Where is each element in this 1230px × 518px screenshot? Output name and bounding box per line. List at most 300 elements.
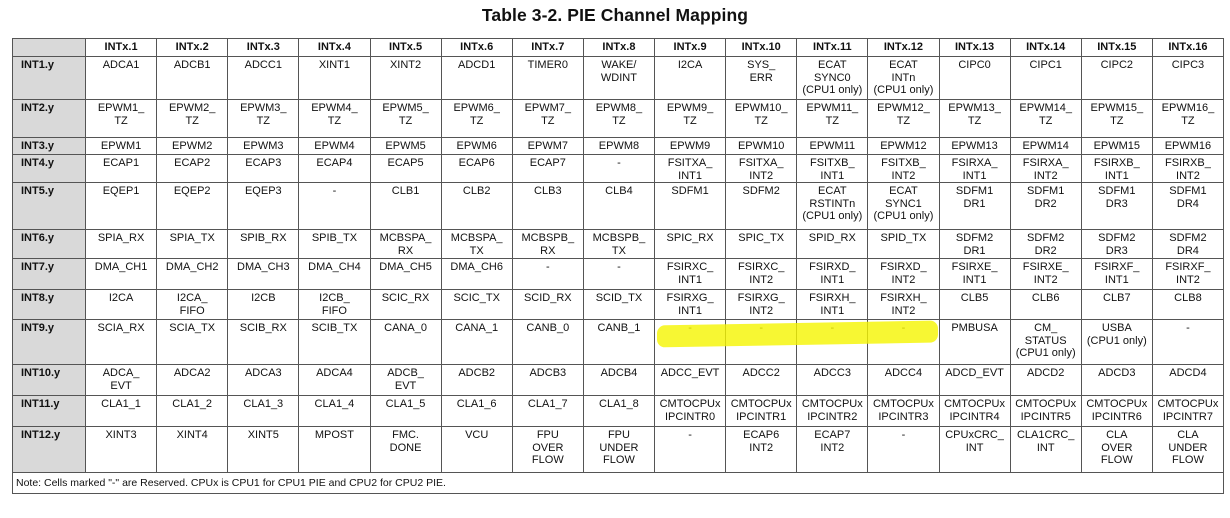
table-cell xyxy=(797,427,868,473)
cell-text-line: MCBSPB_ xyxy=(592,232,646,244)
cell-text-line: USBA xyxy=(1101,322,1132,334)
table-cell xyxy=(157,138,228,155)
table-cell xyxy=(583,138,654,155)
table-cell xyxy=(157,427,228,473)
cell-text-line: IPCINTR2 xyxy=(807,410,858,423)
table-cell xyxy=(1081,427,1152,473)
cell-text-line: MPOST xyxy=(314,429,354,441)
cell-text-line: EPWM9 xyxy=(669,140,711,152)
cell-text-line: RX xyxy=(540,244,556,257)
table-cell xyxy=(726,290,797,320)
cell-text-line: WDINT xyxy=(600,71,637,84)
cell-text-line: DR3 xyxy=(1105,244,1128,257)
cell-text-line: SYNC1 xyxy=(885,197,922,210)
table-cell xyxy=(441,396,512,427)
cell-text-line: IPCINTR6 xyxy=(1091,410,1142,423)
table-note: Note: Cells marked "-" are Reserved. CPUx is CPU1 for CPU1 PIE and CPU2 for CPU2 PIE. xyxy=(13,473,1224,494)
cell-text-line: EPWM12 xyxy=(880,140,927,152)
cell-text-line: TZ xyxy=(256,114,271,127)
table-cell xyxy=(1081,290,1152,320)
cell-text-line: ECAT xyxy=(889,59,918,71)
table-cell xyxy=(157,100,228,138)
cell-text-line: DR1 xyxy=(963,197,986,210)
cell-text-line: TZ xyxy=(612,114,626,127)
row-header: INT11.y xyxy=(13,396,86,427)
cell-text-line: SPID_RX xyxy=(808,232,856,244)
cell-text-line: CIPC1 xyxy=(1029,59,1062,71)
table-cell xyxy=(512,290,583,320)
cell-text-line: INT2 xyxy=(891,169,916,182)
cell-text-line: IPCINTR3 xyxy=(878,410,929,423)
cell-text-line: EPWM11_ xyxy=(806,102,859,114)
table-cell xyxy=(228,290,299,320)
cell-text-line: ADCD2 xyxy=(1027,367,1065,379)
cell-text-line: ECAP7 xyxy=(529,157,566,169)
column-header: INTx.11 xyxy=(797,39,868,57)
cell-text-line: ADCC4 xyxy=(884,367,923,379)
cell-text-line: INT2 xyxy=(1033,169,1058,182)
table-cell xyxy=(1010,155,1081,183)
row-header: INT2.y xyxy=(13,100,86,138)
cell-text-line: EPWM9_ xyxy=(666,102,714,114)
table-cell xyxy=(157,320,228,365)
cell-text-line: PMBUSA xyxy=(951,322,998,334)
cell-text-line: EPWM13 xyxy=(951,140,998,152)
cell-text-line: SDFM1 xyxy=(671,185,709,197)
table-cell xyxy=(655,155,726,183)
table-cell xyxy=(370,138,441,155)
table-row xyxy=(13,183,1224,230)
table-cell xyxy=(1152,320,1223,365)
table-cell xyxy=(655,396,726,427)
cell-text-line: I2CB_ xyxy=(319,292,350,304)
table-cell xyxy=(939,100,1010,138)
cell-text-line: INT1 xyxy=(820,304,845,317)
cell-text-line: CLB1 xyxy=(391,185,420,197)
table-cell xyxy=(1152,259,1223,290)
cell-text-line: I2CA xyxy=(108,292,134,304)
table-cell xyxy=(939,290,1010,320)
table-cell xyxy=(157,57,228,100)
cell-text-line: EPWM6_ xyxy=(453,102,500,114)
table-cell xyxy=(583,57,654,100)
table-row xyxy=(13,100,1224,138)
cell-text-line: INT1 xyxy=(820,169,845,182)
cell-text-line: CLA1_6 xyxy=(456,398,497,410)
cell-text-line: FLOW xyxy=(1100,454,1133,466)
row-header: INT9.y xyxy=(13,320,86,365)
cell-text-line: SYS_ xyxy=(747,59,776,71)
cell-text-line: ADCB1 xyxy=(173,59,211,71)
cell-text-line: CMTOCPUx xyxy=(659,398,721,410)
cell-text-line: TZ xyxy=(185,114,199,127)
cell-text-line: DR4 xyxy=(1176,197,1199,210)
table-cell xyxy=(441,365,512,396)
cell-text-line: (CPU1 only) xyxy=(873,210,934,222)
table-cell xyxy=(86,183,157,230)
table-cell xyxy=(797,230,868,259)
cell-text-line: INT2 xyxy=(1176,169,1200,182)
cell-text-line: UNDER xyxy=(1168,441,1208,454)
table-cell xyxy=(441,290,512,320)
cell-text-line: FSIRXA_ xyxy=(951,157,998,169)
cell-text-line: (CPU1 only) xyxy=(1015,347,1076,359)
cell-text-line: XINT1 xyxy=(318,59,351,71)
table-cell xyxy=(299,259,370,290)
cell-text-line: IPCINTR1 xyxy=(736,410,787,423)
table-cell xyxy=(86,365,157,396)
cell-text-line: SCIB_TX xyxy=(311,322,358,334)
cell-text-line: IPCINTR5 xyxy=(1020,410,1071,423)
cell-text-line: CLB5 xyxy=(960,292,989,304)
cell-text-line: INT2 xyxy=(891,273,916,286)
cell-text-line: ECAP5 xyxy=(387,157,424,169)
cell-text-line: SPIB_TX xyxy=(311,232,358,244)
cell-text-line: OVER xyxy=(532,441,564,454)
cell-text-line: FSIRXB_ xyxy=(1093,157,1140,169)
table-cell xyxy=(1010,138,1081,155)
cell-text-line: CANA_0 xyxy=(384,322,427,334)
table-cell xyxy=(655,365,726,396)
table-cell xyxy=(583,100,654,138)
cell-text-line: CIPC2 xyxy=(1100,59,1134,71)
cell-text-line: ECAT xyxy=(889,185,918,197)
table-cell xyxy=(157,183,228,230)
table-cell xyxy=(655,290,726,320)
table-cell xyxy=(726,100,797,138)
cell-text-line: ADCA3 xyxy=(244,367,282,379)
table-cell xyxy=(228,259,299,290)
cell-text-line: MCBSPB_ xyxy=(521,232,575,244)
cell-text-line: DR1 xyxy=(963,244,986,257)
table-cell xyxy=(1081,230,1152,259)
table-cell xyxy=(1152,396,1223,427)
cell-text-line: TZ xyxy=(825,114,840,127)
cell-text-line: EPWM5_ xyxy=(382,102,429,114)
table-cell xyxy=(868,57,939,100)
cell-text-line: INT2 xyxy=(749,441,774,454)
cell-text-line: (CPU1 only) xyxy=(1086,334,1147,347)
cell-text-line: I2CA xyxy=(677,59,703,71)
table-cell xyxy=(1152,57,1223,100)
table-cell xyxy=(868,365,939,396)
cell-text-line: CLB8 xyxy=(1174,292,1202,304)
row-header: INT1.y xyxy=(13,57,86,100)
cell-text-line: INT1 xyxy=(678,273,702,286)
cell-text-line: CLA1_4 xyxy=(314,398,355,410)
cell-text-line: ADCD3 xyxy=(1098,367,1136,379)
cell-text-line: ADCD1 xyxy=(458,59,496,71)
pie-channel-table-container xyxy=(12,38,1224,494)
table-cell xyxy=(868,427,939,473)
cell-text-line: SDFM2 xyxy=(1169,232,1207,244)
table-cell xyxy=(797,396,868,427)
table-cell xyxy=(1152,365,1223,396)
cell-text-line: SPIA_TX xyxy=(169,232,215,244)
cell-text-line: DMA_CH3 xyxy=(237,261,290,273)
cell-text-line: SDFM2 xyxy=(742,185,780,197)
column-header: INTx.14 xyxy=(1010,39,1081,57)
cell-text-line: CLA1_2 xyxy=(172,398,213,410)
cell-text-line: ADCB3 xyxy=(529,367,567,379)
cell-text-line: TZ xyxy=(896,114,911,127)
cell-text-line: ADCC2 xyxy=(742,367,780,379)
table-cell xyxy=(726,259,797,290)
table-cell xyxy=(441,259,512,290)
table-cell xyxy=(726,155,797,183)
table-cell xyxy=(1152,100,1223,138)
cell-text-line: OVER xyxy=(1101,441,1133,454)
table-cell xyxy=(939,155,1010,183)
table-cell xyxy=(299,427,370,473)
cell-text-line: EPWM3 xyxy=(243,140,284,152)
table-cell xyxy=(655,230,726,259)
table-cell xyxy=(726,427,797,473)
cell-text-line: CMTOCPUx xyxy=(1157,398,1219,410)
table-cell xyxy=(797,259,868,290)
cell-text-line: CM_ xyxy=(1034,322,1058,334)
table-cell xyxy=(86,290,157,320)
table-cell xyxy=(228,320,299,365)
cell-text-line: (CPU1 only) xyxy=(802,210,863,222)
table-cell xyxy=(370,320,441,365)
table-cell xyxy=(583,155,654,183)
cell-text-line: TZ xyxy=(1181,114,1195,127)
table-cell xyxy=(797,290,868,320)
table-cell xyxy=(797,100,868,138)
table-cell xyxy=(1081,138,1152,155)
table-row xyxy=(13,427,1224,473)
table-cell xyxy=(797,57,868,100)
cell-text-line: EPWM15 xyxy=(1093,140,1141,152)
table-cell xyxy=(370,183,441,230)
cell-text-line: ADCA_ xyxy=(102,367,140,379)
table-row xyxy=(13,365,1224,396)
table-cell xyxy=(868,259,939,290)
cell-text-line: FSIRXD_ xyxy=(880,261,927,273)
cell-text-line: - xyxy=(688,429,692,441)
table-row xyxy=(13,396,1224,427)
table-cell xyxy=(441,230,512,259)
note-row xyxy=(13,473,1224,494)
cell-text-line: MCBSPA_ xyxy=(450,232,503,244)
cell-text-line: EPWM14 xyxy=(1022,140,1069,152)
column-header: INTx.13 xyxy=(939,39,1010,57)
cell-text-line: INTn xyxy=(891,71,916,84)
column-header: INTx.16 xyxy=(1152,39,1223,57)
cell-text-line: INT1 xyxy=(1104,169,1129,182)
cell-text-line: EPWM16 xyxy=(1164,140,1212,152)
cell-text-line: ECAT xyxy=(818,185,847,197)
table-cell xyxy=(726,57,797,100)
cell-text-line: DMA_CH2 xyxy=(165,261,219,273)
cell-text-line: CLA1_1 xyxy=(101,398,141,410)
table-cell xyxy=(1010,396,1081,427)
cell-text-line: CMTOCPUx xyxy=(944,398,1006,410)
table-cell xyxy=(228,138,299,155)
cell-text-line: STATUS xyxy=(1024,334,1067,347)
cell-text-line: EPWM10 xyxy=(737,140,785,152)
table-cell xyxy=(299,230,370,259)
cell-text-line: FSIRXC_ xyxy=(666,261,714,273)
table-cell xyxy=(370,57,441,100)
table-cell xyxy=(299,183,370,230)
table-cell xyxy=(441,57,512,100)
table-cell xyxy=(655,427,726,473)
cell-text-line: CLA1_7 xyxy=(527,398,568,410)
cell-text-line: SPIA_RX xyxy=(97,232,145,244)
table-cell xyxy=(512,138,583,155)
cell-text-line: ECAP6 xyxy=(458,157,495,169)
cell-text-line: ECAP7 xyxy=(814,429,851,441)
table-cell xyxy=(370,230,441,259)
cell-text-line: EPWM16_ xyxy=(1161,102,1215,114)
cell-text-line: FLOW xyxy=(531,454,564,466)
table-cell xyxy=(939,138,1010,155)
cell-text-line: EPWM4 xyxy=(314,140,355,152)
cell-text-line: INT1 xyxy=(962,273,987,286)
table-cell xyxy=(1010,259,1081,290)
cell-text-line: FSITXB_ xyxy=(810,157,855,169)
cell-text-line: SPIC_TX xyxy=(738,232,785,244)
cell-text-line: DR2 xyxy=(1034,244,1057,257)
row-header: INT10.y xyxy=(13,365,86,396)
cell-text-line: XINT5 xyxy=(247,429,279,441)
cell-text-line: DMA_CH6 xyxy=(450,261,503,273)
cell-text-line: EPWM10_ xyxy=(734,102,788,114)
table-cell xyxy=(512,100,583,138)
table-cell xyxy=(868,100,939,138)
cell-text-line: ADCB2 xyxy=(458,367,496,379)
cell-text-line: CLA xyxy=(1177,429,1199,441)
cell-text-line: SCID_RX xyxy=(523,292,572,304)
cell-text-line: EPWM8 xyxy=(598,140,640,152)
cell-text-line: FPU xyxy=(607,429,630,441)
table-row xyxy=(13,259,1224,290)
cell-text-line: EPWM14_ xyxy=(1019,102,1072,114)
table-cell xyxy=(157,155,228,183)
cell-text-line: (CPU1 only) xyxy=(873,84,934,96)
cell-text-line: DMA_CH5 xyxy=(379,261,432,273)
cell-text-line: EPWM3_ xyxy=(240,102,287,114)
table-cell xyxy=(1010,100,1081,138)
table-title: Table 3-2. PIE Channel Mapping xyxy=(481,5,749,25)
table-cell xyxy=(512,320,583,365)
table-cell xyxy=(370,259,441,290)
table-cell xyxy=(86,57,157,100)
table-cell xyxy=(370,427,441,473)
cell-text-line: CLB7 xyxy=(1103,292,1131,304)
cell-text-line: SCIC_RX xyxy=(381,292,430,304)
table-cell xyxy=(512,230,583,259)
cell-text-line: CMTOCPUx xyxy=(1015,398,1077,410)
row-header: INT12.y xyxy=(13,427,86,473)
column-header: INTx.10 xyxy=(726,39,797,57)
table-cell xyxy=(939,365,1010,396)
cell-text-line: INT2 xyxy=(1033,273,1058,286)
cell-text-line: FIFO xyxy=(179,304,205,317)
column-header: INTx.15 xyxy=(1081,39,1152,57)
table-cell xyxy=(86,396,157,427)
cell-text-line: SDFM1 xyxy=(1027,185,1065,197)
table-cell xyxy=(512,57,583,100)
cell-text-line: IPCINTR7 xyxy=(1162,410,1213,423)
cell-text-line: TIMER0 xyxy=(527,59,568,71)
cell-text-line: INT1 xyxy=(678,169,702,182)
cell-text-line: CLB6 xyxy=(1031,292,1060,304)
cell-text-line: DONE xyxy=(389,441,422,454)
table-cell xyxy=(939,396,1010,427)
row-header: INT8.y xyxy=(13,290,86,320)
cell-text-line: EQEP2 xyxy=(173,185,211,197)
table-cell xyxy=(655,259,726,290)
table-cell xyxy=(228,183,299,230)
cell-text-line: ECAP1 xyxy=(103,157,140,169)
table-cell xyxy=(583,230,654,259)
yellow-highlight-mark xyxy=(657,320,938,347)
table-cell xyxy=(299,320,370,365)
cell-text-line: EPWM5 xyxy=(385,140,426,152)
table-cell xyxy=(157,259,228,290)
cell-text-line: DMA_CH1 xyxy=(94,261,148,273)
cell-text-line: ECAP4 xyxy=(316,157,353,169)
table-cell xyxy=(1010,57,1081,100)
table-cell xyxy=(512,155,583,183)
table-cell xyxy=(726,230,797,259)
cell-text-line: INT2 xyxy=(749,169,774,182)
cell-text-line: EQEP3 xyxy=(244,185,282,197)
cell-text-line: ADCD4 xyxy=(1169,367,1207,379)
cell-text-line: FSIRXF_ xyxy=(1094,261,1140,273)
table-cell xyxy=(868,183,939,230)
table-cell xyxy=(512,259,583,290)
cell-text-line: FSIRXD_ xyxy=(809,261,856,273)
table-cell xyxy=(726,138,797,155)
table-cell xyxy=(726,365,797,396)
cell-text-line: DR4 xyxy=(1176,244,1199,257)
row-header: INT3.y xyxy=(13,138,86,155)
cell-text-line: SYNC0 xyxy=(813,71,851,84)
cell-text-line: EPWM2_ xyxy=(168,102,216,114)
table-cell xyxy=(1152,138,1223,155)
cell-text-line: INT1 xyxy=(962,169,987,182)
table-cell xyxy=(1152,230,1223,259)
table-cell xyxy=(726,396,797,427)
cell-text-line: SDFM1 xyxy=(1098,185,1136,197)
table-cell xyxy=(1010,427,1081,473)
cell-text-line: FMC. xyxy=(392,429,419,441)
table-cell xyxy=(1081,259,1152,290)
cell-text-line: TZ xyxy=(754,114,768,127)
table-cell xyxy=(157,290,228,320)
table-cell xyxy=(86,138,157,155)
column-header: INTx.3 xyxy=(228,39,299,57)
cell-text-line: WAKE/ xyxy=(601,59,637,71)
cell-text-line: FLOW xyxy=(603,454,635,466)
cell-text-line: ECAT xyxy=(818,59,847,71)
table-cell xyxy=(868,230,939,259)
cell-text-line: XINT3 xyxy=(105,429,137,441)
cell-text-line: FSIRXG_ xyxy=(737,292,785,304)
cell-text-line: CLA1_3 xyxy=(243,398,284,410)
table-cell xyxy=(299,396,370,427)
cell-text-line: FIFO xyxy=(321,304,347,317)
cell-text-line: EVT xyxy=(394,379,417,392)
cell-text-line: CMTOCPUx xyxy=(801,398,863,410)
cell-text-line: - xyxy=(545,261,550,273)
cell-text-line: FSITXA_ xyxy=(738,157,784,169)
table-row xyxy=(13,230,1224,259)
